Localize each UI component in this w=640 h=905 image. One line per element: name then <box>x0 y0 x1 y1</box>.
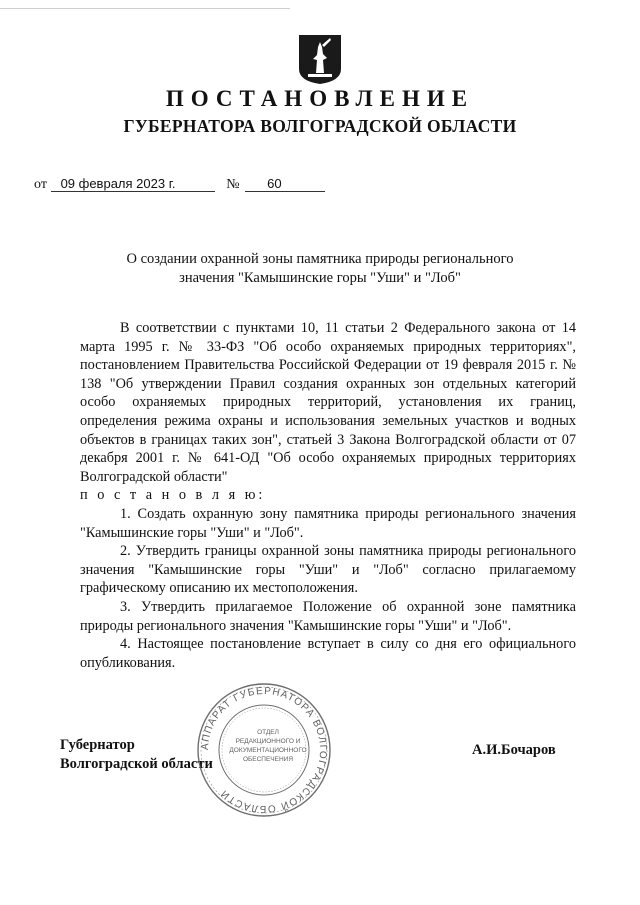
issuer-subtitle: ГУБЕРНАТОРА ВОЛГОГРАДСКОЙ ОБЛАСТИ <box>123 116 517 136</box>
volgograd-emblem-icon <box>293 33 347 85</box>
decree-item-4: 4. Настоящее постановление вступает в силу со дня его официального опубликования. <box>80 636 576 671</box>
stamp-inner-line-2: РЕДАКЦИОННОГО И <box>235 738 301 745</box>
stamp-outer-text: АППАРАТ ГУБЕРНАТОРА ВОЛГОГРАДСКОЙ ОБЛАСТИ <box>199 685 329 815</box>
preamble-paragraph: В соответствии с пунктами 10, 11 статьи 2 Федерального закона от 14 марта 1995 г. № 33-ФЗ "Об особо охраняемых природных территориях", постановлением Правительства Российской Федерации от 19 февраля 2015 г. № 138 "Об утверждении Правил создания охранных зон отдельных категорий особо охраняемых природных территорий, установления их границ, определения режима охраны и использования земельных участков и водных объектов в границах таких зон", статьей 3 Закона Волгоградской области от 07 декабря 2001 г. № 641-ОД "Об особо охраняемых природных территориях Волгоградской области" <box>80 320 576 485</box>
document-type-title: ПОСТАНОВЛЕНИЕ <box>165 86 475 111</box>
official-stamp-icon <box>194 680 334 820</box>
document-heading-line-1: О создании охранной зоны памятника природы регионального <box>126 251 514 267</box>
stamp-inner-line-4: ОБЕСПЕЧЕНИЯ <box>242 756 294 763</box>
number-label: № <box>226 177 240 192</box>
signatory-name: А.И.Бочаров <box>472 742 556 758</box>
document-date: 09 февраля 2023 г. <box>51 177 215 192</box>
document-number: 60 <box>245 177 325 192</box>
signatory-position-line-1: Губернатор <box>60 737 135 753</box>
decree-word: п о с т а н о в л я ю: <box>80 487 266 504</box>
stamp-inner-line-3: ДОКУМЕНТАЦИОННОГО <box>229 747 307 754</box>
date-label: от <box>34 177 47 192</box>
signatory-position <box>60 736 213 774</box>
date-number-row <box>34 176 325 193</box>
decree-item-2: 2. Утвердить границы охранной зоны памятника природы регионального значения "Камышинские горы "Уши" и "Лоб" согласно прилагаемому графическому описанию их местоположения. <box>80 543 576 597</box>
document-heading <box>90 250 550 288</box>
document-heading-line-2: значения "Камышинские горы "Уши" и "Лоб" <box>179 270 461 286</box>
signatory-position-line-2: Волгоградской области <box>60 756 213 772</box>
document-body <box>80 319 576 672</box>
decree-item-1: 1. Создать охранную зону памятника природы регионального значения "Камышинские горы "Уши" и "Лоб". <box>80 505 576 541</box>
decree-item-3: 3. Утвердить прилагаемое Положение об охранной зоне памятника природы регионального значения "Камышинские горы "Уши" и "Лоб". <box>80 598 576 634</box>
scan-edge-line <box>0 8 290 9</box>
stamp-inner-line-1: ОТДЕЛ <box>257 729 279 736</box>
